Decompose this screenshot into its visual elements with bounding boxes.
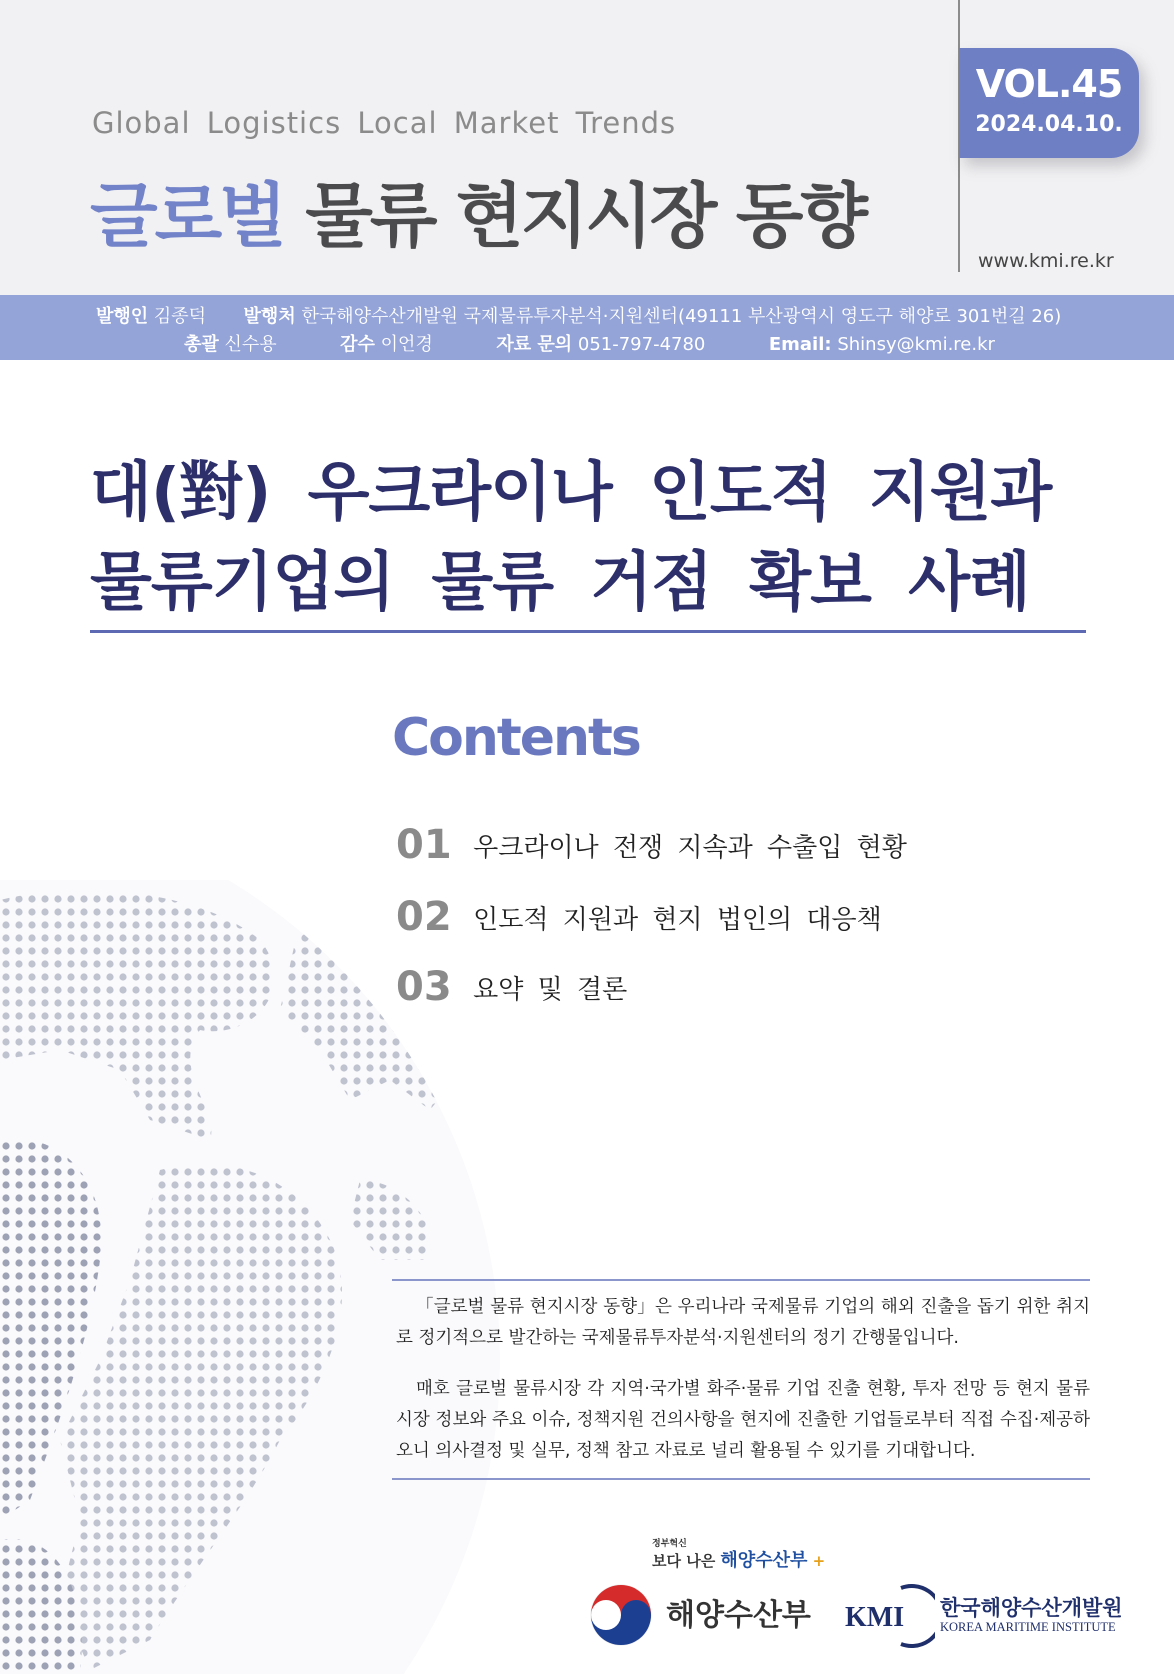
description-text: 「글로벌 물류 현지시장 동향」은 우리나라 국제물류 기업의 해외 진출을 돕기 위한 취지로 정기적으로 발간하는 국제물류투자분석·지원센터의 정기 간행물입니다. (396, 1297, 1090, 1348)
publisher-label: 발행인 (96, 306, 149, 327)
description-paragraph-1 (396, 1292, 1090, 1354)
report-title-line-1: 대(對) 우크라이나 인도적 지원과 (90, 456, 1052, 530)
publication-title-accent: 글로벌 (90, 175, 284, 257)
plus-icon: + (812, 1552, 826, 1570)
english-subtitle: Global Logistics Local Market Trends (92, 106, 677, 140)
contact-label: 자료 문의 (496, 334, 573, 355)
toc-label: 우크라이나 전쟁 지속과 수출입 현황 (473, 832, 907, 863)
reviewer-label: 감수 (340, 334, 375, 355)
report-title-line-2: 물류기업의 물류 거점 확보 사례 (90, 546, 1030, 620)
tag-text-b: 해양수산부 (720, 1550, 808, 1571)
publication-info-band (0, 295, 1174, 360)
description-paragraph-2 (396, 1374, 1090, 1467)
description-text: 매호 글로벌 물류시장 각 지역·국가별 화주·물류 기업 진출 현황, 투자 전망 등 현지 물류시장 정보와 주요 이슈, 정책지원 건의사항을 현지에 진출한 기업들로부터 직접 수집·제공하오니 의사결정 및 실무, 정책 참고 자료로 널리 활용될 수 있기를 기대합니다. (396, 1379, 1090, 1461)
toc-item[interactable] (396, 894, 882, 940)
report-title (90, 448, 1051, 628)
reviewer-value: 이언경 (380, 334, 433, 355)
supervisor-value: 신수용 (224, 334, 277, 355)
description-bottom-rule (392, 1478, 1090, 1480)
publisher-value: 김종덕 (153, 306, 207, 327)
title-underline (90, 630, 1086, 633)
tag-small-text: 정부혁신 (652, 1539, 687, 1549)
publication-title-rest: 물류 현지시장 동향 (283, 175, 865, 257)
contents-heading: Contents (392, 708, 640, 768)
website-link[interactable]: www.kmi.re.kr (978, 250, 1114, 272)
kmi-abbr: KMI (845, 1602, 905, 1633)
email-label: Email: (768, 334, 832, 355)
email-value[interactable]: Shinsy@kmi.re.kr (837, 334, 995, 355)
issue-date: 2024.04.10. (975, 112, 1123, 137)
toc-number: 03 (396, 964, 452, 1010)
ministry-name: 해양수산부 (666, 1598, 811, 1633)
volume-number: VOL.45 (975, 62, 1123, 106)
contact-value: 051-797-4780 (577, 334, 706, 355)
description-top-rule (392, 1279, 1090, 1281)
issuer-label: 발행처 (243, 306, 296, 327)
toc-label: 요약 및 결론 (473, 974, 628, 1005)
toc-item[interactable] (396, 964, 627, 1010)
volume-badge (959, 48, 1139, 158)
toc-number: 02 (396, 894, 452, 940)
publication-title (90, 160, 865, 261)
toc-label: 인도적 지원과 현지 법인의 대응책 (473, 904, 882, 935)
institute-name-en: KOREA MARITIME INSTITUTE (940, 1620, 1116, 1634)
supervisor-label: 총괄 (184, 334, 219, 355)
kmi-logo-icon (843, 1584, 935, 1648)
info-row-2 (184, 330, 995, 356)
tag-text-a: 보다 나은 (652, 1552, 716, 1570)
issuer-value: 한국해양수산개발원 국제물류투자분석·지원센터(49111 부산광역시 영도구 해양로 301번길 26) (301, 306, 1062, 327)
toc-item[interactable] (396, 822, 907, 868)
taegeuk-logo-icon (588, 1582, 654, 1648)
institute-name-ko: 한국해양수산개발원 (940, 1596, 1123, 1620)
info-row-1 (96, 302, 1061, 328)
toc-number: 01 (396, 822, 452, 868)
government-innovation-tag (652, 1539, 826, 1572)
